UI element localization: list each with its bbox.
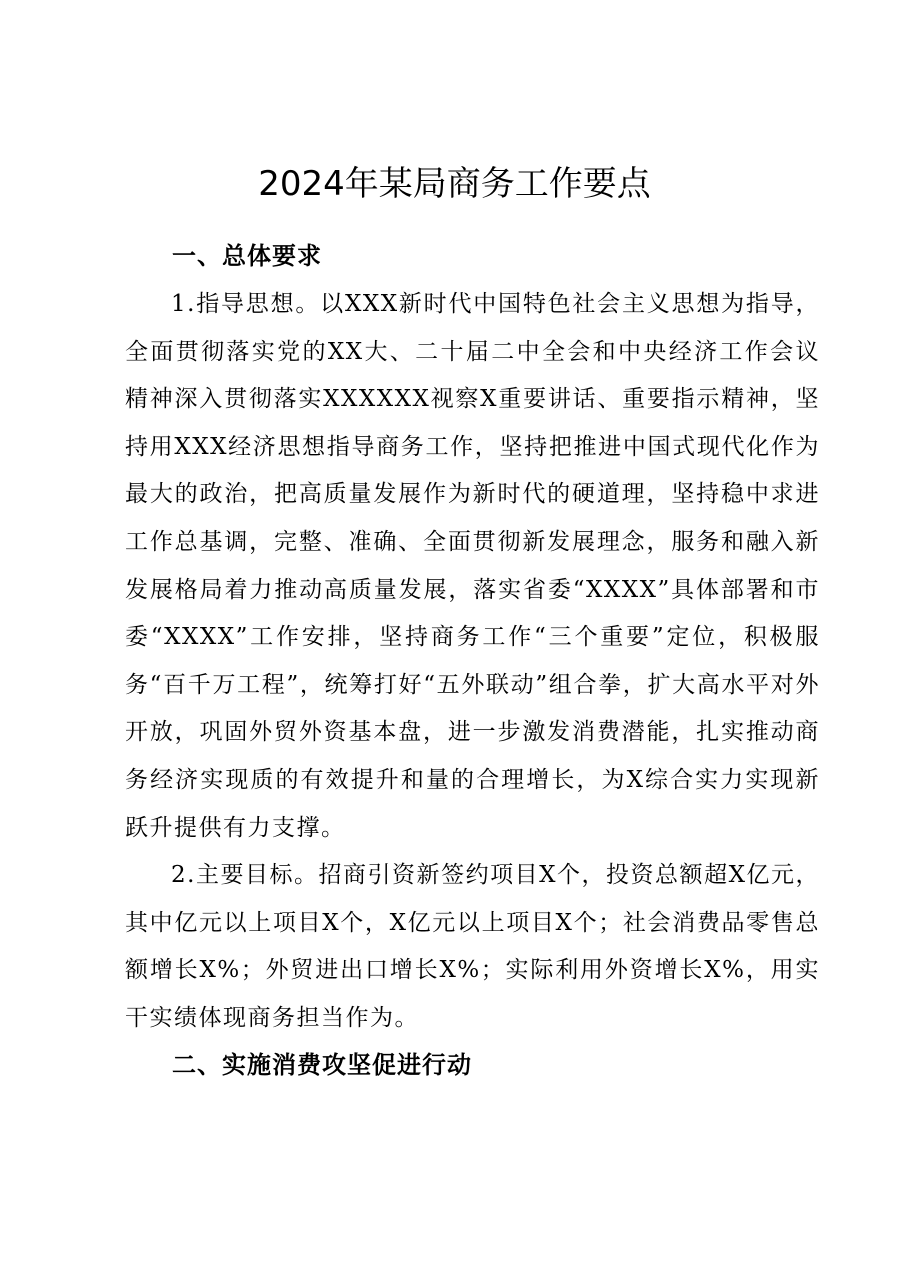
- section-heading-consumption-action: 二、实施消费攻坚促进行动: [172, 1051, 472, 1079]
- paragraph-main-targets: 2.主要目标。招商引资新签约项目X个，投资总额超X亿元，其中亿元以上项目X个，X亿元以上项目X个；社会消费品零售总额增长X%；外贸进出口增长X%；实际利用外资增长X%，用实干实绩体现商务担当作为。: [125, 862, 820, 1031]
- section-heading-overall-requirements: 一、总体要求: [172, 242, 322, 270]
- paragraph-guiding-ideology: 1.指导思想。以XXX新时代中国特色社会主义思想为指导，全面贯彻落实党的XX大、二十届二中全会和中央经济工作会议精神深入贯彻落实XXXXXX视察X重要讲话、重要指示精神，坚持用XXX经济思想指导商务工作，坚持把推进中国式现代化作为最大的政治，把高质量发展作为新时代的硬道理，坚持稳中求进工作总基调，完整、准确、全面贯彻新发展理念，服务和融入新发展格局着力推动高质量发展，落实省委“XXXX”具体部署和市委“XXXX”工作安排，坚持商务工作“三个重要”定位，积极服务“百千万工程”，统筹打好“五外联动”组合拳，扩大高水平对外开放，巩固外贸外资基本盘，进一步激发消费潜能，扎实推动商务经济实现质的有效提升和量的合理增长，为X综合实力实现新跃升提供有力支撑。: [125, 291, 820, 841]
- document-title: 2024年某局商务工作要点: [258, 164, 651, 204]
